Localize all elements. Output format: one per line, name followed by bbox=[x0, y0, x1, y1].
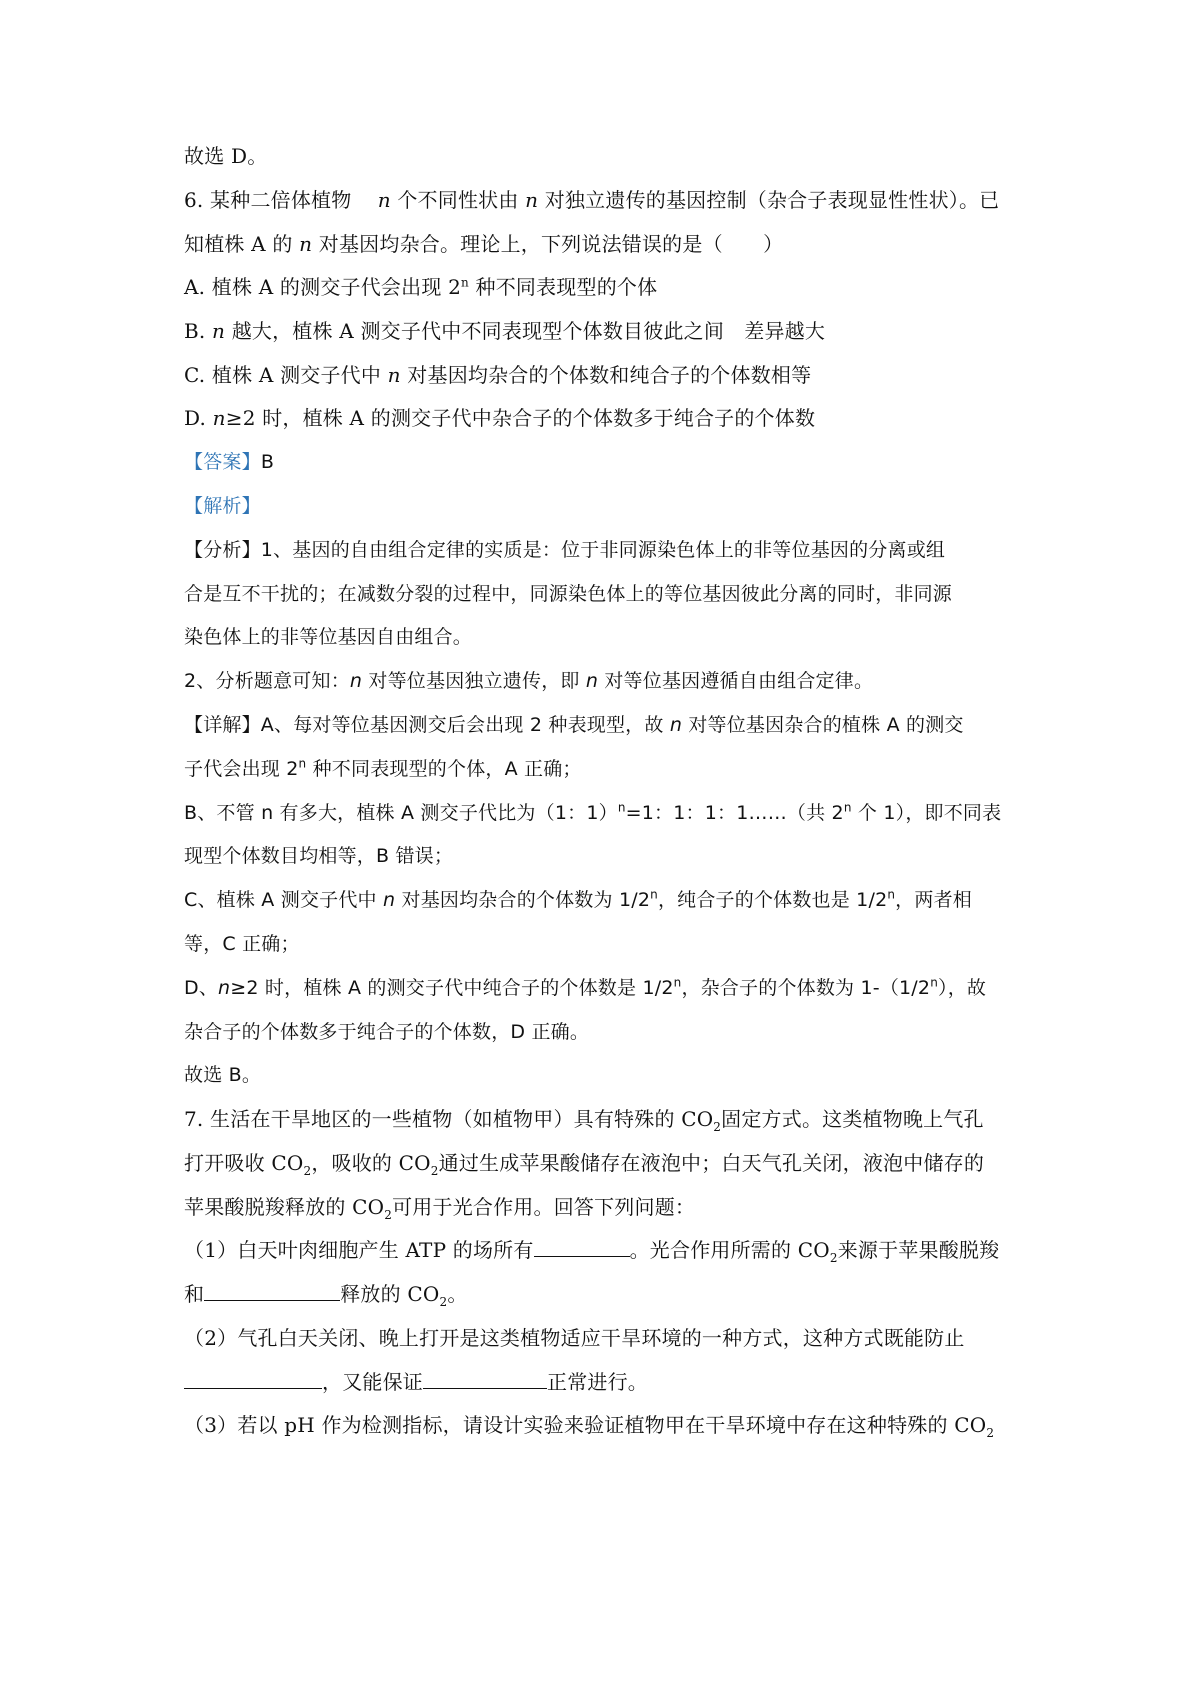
text: 对基因均杂合。理论上，下列说法错误的是（ ） bbox=[318, 232, 784, 256]
subscript: 2 bbox=[384, 1208, 393, 1222]
superscript: n bbox=[930, 975, 939, 990]
text: 6. 某种二倍体植物 bbox=[184, 188, 352, 212]
answer-blank[interactable] bbox=[204, 1280, 340, 1301]
text: ≥2 时，植株 A 的测交子代中杂合子的个体数多于纯合子的个体数 bbox=[225, 406, 816, 430]
detail-line-3 bbox=[184, 799, 1001, 827]
text: 个 1），即不同表 bbox=[857, 802, 1002, 824]
option-a bbox=[184, 273, 657, 301]
var-n: n bbox=[585, 670, 599, 692]
text: ），故 bbox=[938, 977, 987, 999]
superscript: n bbox=[843, 800, 852, 815]
text: 苹果酸脱羧释放的 CO bbox=[184, 1195, 385, 1219]
text: 固定方式。这类植物晚上气孔 bbox=[721, 1107, 984, 1131]
subscript: 2 bbox=[713, 1120, 722, 1134]
text: 可用于光合作用。回答下列问题： bbox=[392, 1195, 696, 1219]
var-n: n bbox=[218, 977, 231, 999]
superscript: n bbox=[673, 975, 682, 990]
text: 对等位基因独立遗传，即 bbox=[368, 670, 580, 692]
detail-line-4 bbox=[184, 842, 453, 870]
text: D、 bbox=[184, 977, 219, 999]
text: ，吸收的 CO bbox=[311, 1151, 431, 1175]
analysis-line-1 bbox=[184, 536, 945, 564]
superscript: n bbox=[887, 887, 896, 902]
answer-blank[interactable] bbox=[423, 1368, 547, 1389]
answer-line bbox=[184, 448, 274, 476]
var-n: n bbox=[212, 406, 226, 430]
text: 种不同表现型的个体 bbox=[475, 275, 658, 299]
text: ，杂合子的个体数为 1-（1/2 bbox=[681, 977, 931, 999]
text: C、植株 A 测交子代中 bbox=[184, 889, 377, 911]
text: 子代会出现 2 bbox=[184, 758, 299, 780]
text: 对等位基因遵循自由组合定律。 bbox=[604, 670, 874, 692]
part-3-line-1 bbox=[184, 1411, 994, 1439]
option-c bbox=[184, 361, 811, 389]
part-2-line-1 bbox=[184, 1324, 965, 1352]
var-n: n bbox=[383, 889, 396, 911]
part-1-line-2 bbox=[184, 1280, 468, 1308]
detail-line-5 bbox=[184, 886, 972, 914]
text: 个不同性状由 bbox=[397, 188, 519, 212]
text: 越大，植株 A 测交子代中不同表现型个体数目彼此之间 差异越大 bbox=[231, 319, 826, 343]
text: 对独立遗传的基因控制（杂合子表现显性性状）。已 bbox=[544, 188, 1000, 212]
document-page bbox=[184, 0, 1024, 1698]
detail-line-8 bbox=[184, 1018, 589, 1046]
analysis-line-4 bbox=[184, 667, 873, 695]
text: A. 植株 A 的测交子代会出现 2 bbox=[184, 275, 461, 299]
part-1-line-1 bbox=[184, 1236, 999, 1264]
detail-line-1 bbox=[184, 711, 964, 739]
question-6-stem-line-2 bbox=[184, 230, 783, 258]
text: 对基因均杂合的个体数为 1/2 bbox=[401, 889, 651, 911]
text: 对基因均杂合的个体数和纯合子的个体数相等 bbox=[407, 363, 812, 387]
text: 7. 生活在干旱地区的一些植物（如植物甲）具有特殊的 CO bbox=[184, 1107, 714, 1131]
text: 和 bbox=[184, 1282, 205, 1306]
superscript: n bbox=[650, 887, 658, 902]
text: 合是互不干扰的；在减数分裂的过程中，同源染色体上的等位基因彼此分离的同时，非同源 bbox=[184, 583, 953, 605]
answer-value: B bbox=[260, 451, 275, 473]
text: 对等位基因杂合的植株 A 的测交 bbox=[688, 714, 964, 736]
text: 故选 D。 bbox=[184, 144, 268, 168]
detail-line-2 bbox=[184, 755, 582, 783]
subscript: 2 bbox=[829, 1251, 838, 1265]
text: B. bbox=[184, 319, 206, 343]
subscript: 2 bbox=[303, 1164, 312, 1178]
answer-tag: 【答案】 bbox=[184, 451, 261, 473]
text: 。 bbox=[447, 1282, 468, 1306]
answer-blank[interactable] bbox=[534, 1236, 630, 1257]
text: 知植株 A 的 bbox=[184, 232, 293, 256]
detail-line-6 bbox=[184, 930, 300, 958]
superscript: n bbox=[617, 800, 626, 815]
text: 来源于苹果酸脱羧 bbox=[837, 1238, 1000, 1262]
var-n: n bbox=[377, 188, 391, 212]
superscript: n bbox=[461, 275, 469, 290]
var-n: n bbox=[349, 670, 363, 692]
analysis-line-2 bbox=[184, 580, 952, 608]
text: 正常进行。 bbox=[547, 1370, 648, 1394]
conclusion-line-b bbox=[184, 1061, 261, 1089]
text: （1）白天叶肉细胞产生 ATP 的场所有 bbox=[184, 1238, 534, 1262]
answer-blank[interactable] bbox=[184, 1368, 322, 1389]
text: B、不管 n 有多大，植株 A 测交子代比为（1：1） bbox=[184, 802, 618, 824]
text: 打开吸收 CO bbox=[184, 1151, 304, 1175]
question-7-stem-line-3 bbox=[184, 1193, 695, 1221]
text: 等，C 正确； bbox=[184, 933, 300, 955]
text: 通过生成苹果酸储存在液泡中；白天气孔关闭，液泡中储存的 bbox=[438, 1151, 985, 1175]
var-n: n bbox=[525, 188, 539, 212]
subscript: 2 bbox=[430, 1164, 439, 1178]
option-d bbox=[184, 404, 815, 432]
text: ，两者相 bbox=[895, 889, 972, 911]
var-n: n bbox=[387, 363, 401, 387]
conclusion-line-d bbox=[184, 142, 267, 170]
question-7-stem-line-2 bbox=[184, 1149, 984, 1177]
superscript: n bbox=[298, 756, 307, 771]
text: 故选 B。 bbox=[184, 1064, 262, 1086]
text: C. 植株 A 测交子代中 bbox=[184, 363, 382, 387]
text: （3）若以 pH 作为检测指标，请设计实验来验证植物甲在干旱环境中存在这种特殊的 CO bbox=[184, 1413, 987, 1437]
analysis-tag: 【解析】 bbox=[184, 495, 261, 517]
text: （2）气孔白天关闭、晚上打开是这类植物适应干旱环境的一种方式，这种方式既能防止 bbox=[184, 1326, 965, 1350]
text: 。光合作用所需的 CO bbox=[629, 1238, 830, 1262]
subscript: 2 bbox=[439, 1295, 448, 1309]
analysis-header bbox=[184, 492, 261, 520]
text: D. bbox=[184, 406, 207, 430]
text: 【分析】1、基因的自由组合定律的实质是：位于非同源染色体上的非等位基因的分离或组 bbox=[184, 539, 946, 561]
analysis-line-3 bbox=[184, 623, 472, 651]
text: 杂合子的个体数多于纯合子的个体数，D 正确。 bbox=[184, 1021, 590, 1043]
question-6-stem-line-1 bbox=[184, 186, 999, 214]
var-n: n bbox=[299, 232, 313, 256]
text: ，纯合子的个体数也是 1/2 bbox=[657, 889, 888, 911]
text: ，又能保证 bbox=[322, 1370, 423, 1394]
text: 现型个体数目均相等，B 错误； bbox=[184, 845, 454, 867]
text: 释放的 CO bbox=[340, 1282, 440, 1306]
text: 种不同表现型的个体，A 正确； bbox=[312, 758, 582, 780]
var-n: n bbox=[212, 319, 226, 343]
text: =1：1：1：1……（共 2 bbox=[625, 802, 844, 824]
subscript: 2 bbox=[986, 1426, 995, 1440]
text: 2、分析题意可知： bbox=[184, 670, 350, 692]
var-n: n bbox=[669, 714, 683, 736]
text: 【详解】A、每对等位基因测交后会出现 2 种表现型，故 bbox=[184, 714, 664, 736]
option-b bbox=[184, 317, 825, 345]
text: 染色体上的非等位基因自由组合。 bbox=[184, 626, 473, 648]
text: ≥2 时，植株 A 的测交子代中纯合子的个体数是 1/2 bbox=[230, 977, 674, 999]
part-2-line-2 bbox=[184, 1368, 648, 1396]
detail-line-7 bbox=[184, 974, 986, 1002]
question-7-stem-line-1 bbox=[184, 1105, 984, 1133]
